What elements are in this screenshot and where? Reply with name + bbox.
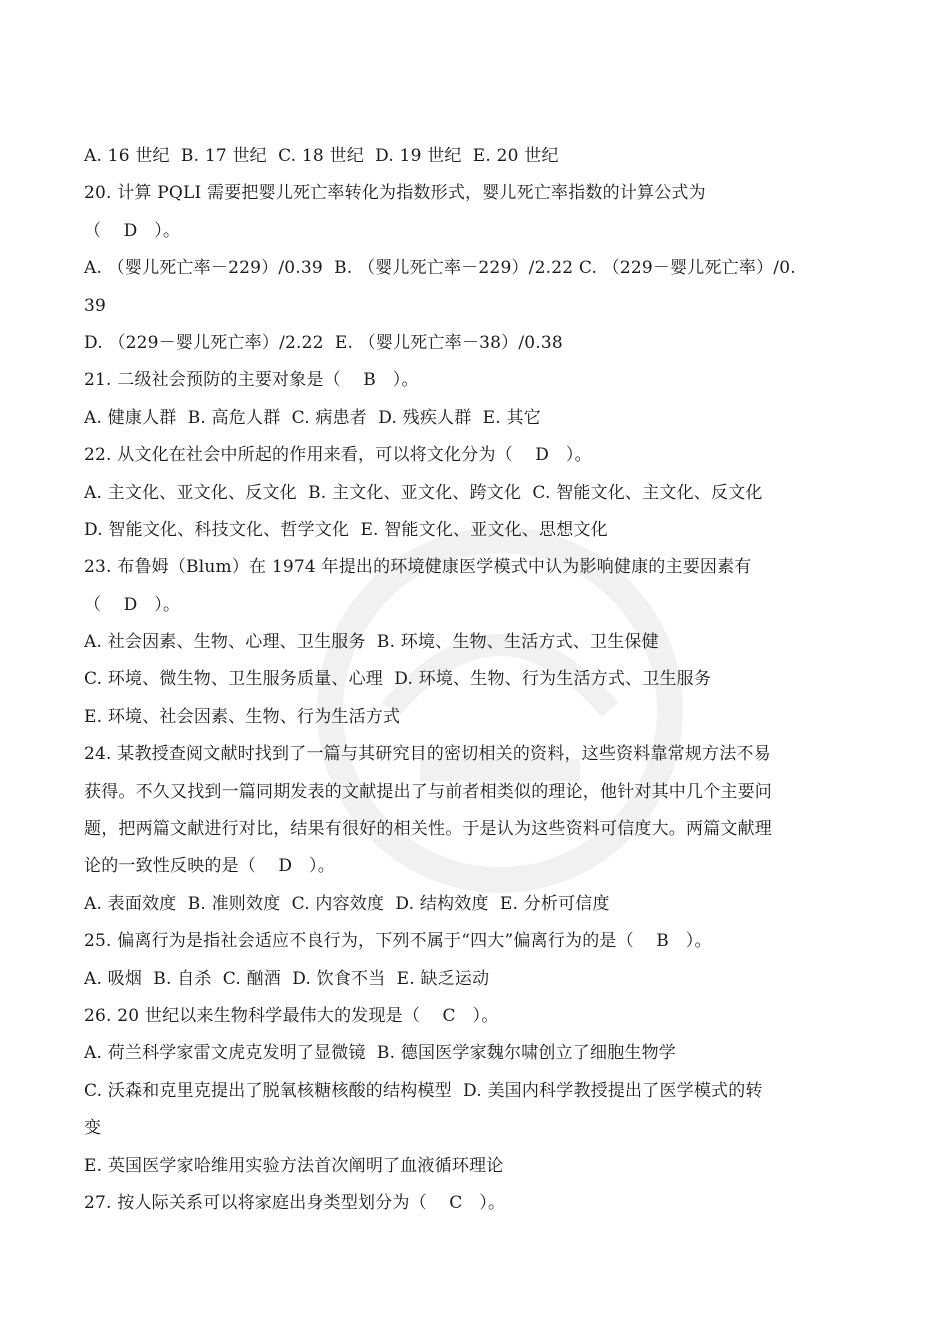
q22-question: 22. 从文化在社会中所起的作用来看，可以将文化分为（ D ）。 (84, 445, 592, 466)
q24-question-4: 论的一致性反映的是（ D ）。 (84, 856, 335, 877)
q20-question: 20. 计算 PQLI 需要把婴儿死亡率转化为指数形式，婴儿死亡率指数的计算公式为 (84, 183, 706, 204)
q20-options-2: 39 (84, 295, 107, 316)
q20-options-3: D. （229－婴儿死亡率）/2.22 E. （婴儿死亡率－38）/0.38 (84, 332, 563, 353)
q23-options-1: A. 社会因素、生物、心理、卫生服务 B. 环境、生物、生活方式、卫生保健 (84, 632, 659, 653)
q26-options-4: E. 英国医学家哈维用实验方法首次阐明了血液循环理论 (84, 1155, 504, 1176)
q24-question-3: 题，把两篇文献进行对比，结果有很好的相关性。于是认为这些资料可信度大。两篇文献理 (84, 819, 772, 840)
q20-options-1: A. （婴儿死亡率－229）/0.39 B. （婴儿死亡率－229）/2.22 C. （229－婴儿死亡率）/0. (84, 258, 796, 279)
q23-options-3: E. 环境、社会因素、生物、行为生活方式 (84, 706, 401, 727)
q23-question: 23. 布鲁姆（Blum）在 1974 年提出的环境健康医学模式中认为影响健康的主要因素有 (84, 557, 752, 578)
exam-text (84, 138, 874, 1222)
q22-options-2: D. 智能文化、科技文化、哲学文化 E. 智能文化、亚文化、思想文化 (84, 519, 608, 540)
q24-options: A. 表面效度 B. 准则效度 C. 内容效度 D. 结构效度 E. 分析可信度 (84, 893, 610, 914)
q21-question: 21. 二级社会预防的主要对象是（ B ）。 (84, 370, 419, 391)
q27-question: 27. 按人际关系可以将家庭出身类型划分为（ C ）。 (84, 1192, 506, 1213)
q24-question-1: 24. 某教授查阅文献时找到了一篇与其研究目的密切相关的资料，这些资料靠常规方法不易 (84, 744, 771, 765)
q26-question: 26. 20 世纪以来生物科学最伟大的发现是（ C ）。 (84, 1005, 499, 1026)
q26-options-1: A. 荷兰科学家雷文虎克发明了显微镜 B. 德国医学家魏尔啸创立了细胞生物学 (84, 1043, 676, 1064)
q21-options: A. 健康人群 B. 高危人群 C. 病患者 D. 残疾人群 E. 其它 (84, 407, 541, 428)
q23-options-2: C. 环境、微生物、卫生服务质量、心理 D. 环境、生物、行为生活方式、卫生服务 (84, 669, 712, 690)
q26-options-2: C. 沃森和克里克提出了脱氧核糖核酸的结构模型 D. 美国内科学教授提出了医学模式的转 (84, 1080, 763, 1101)
q19-options: A. 16 世纪 B. 17 世纪 C. 18 世纪 D. 19 世纪 E. 20 世纪 (84, 146, 559, 166)
q20-answer: （ D ）。 (84, 220, 181, 241)
q23-answer: （ D ）。 (84, 594, 181, 615)
q22-options-1: A. 主文化、亚文化、反文化 B. 主文化、亚文化、跨文化 C. 智能文化、主文化、反文化 (84, 482, 763, 503)
q26-options-3: 变 (84, 1118, 102, 1139)
q25-options: A. 吸烟 B. 自杀 C. 酗酒 D. 饮食不当 E. 缺乏运动 (84, 968, 490, 989)
q24-question-2: 获得。不久又找到一篇同期发表的文献提出了与前者相类似的理论，他针对其中几个主要问 (84, 781, 772, 802)
q25-question: 25. 偏离行为是指社会适应不良行为，下列不属于“四大”偏离行为的是（ B ）。 (84, 931, 712, 952)
